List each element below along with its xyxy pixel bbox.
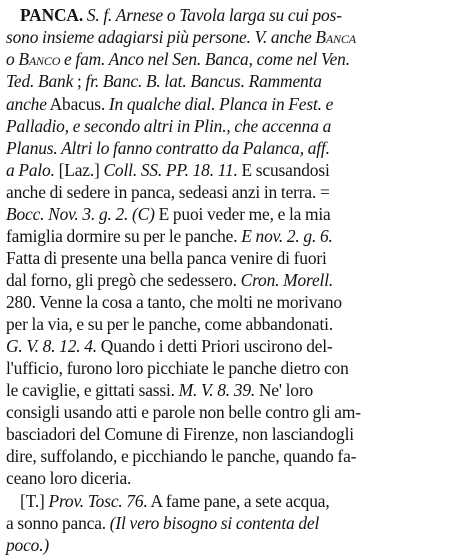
entry-text: Abacus. [46, 94, 109, 114]
entry-text: Ted. Bank [6, 71, 74, 91]
entry-text: Banco [18, 49, 61, 69]
entry-text: Ne' loro [255, 380, 314, 400]
entry-line [6, 444, 468, 468]
entry-text: poco.) [6, 535, 50, 555]
entry-line [6, 158, 468, 182]
entry-text: a Palo. [6, 160, 55, 180]
entry-text: S. f. Arnese o Tavola larga su cui pos- [83, 5, 342, 25]
entry-text: G. V. 8. 12. 4. [6, 336, 97, 356]
entry-text: E nov. 2. g. 6. [241, 226, 333, 246]
entry-text: M. V. 8. 39. [178, 380, 256, 400]
entry-line [6, 136, 468, 160]
entry-text: [Laz.] [54, 160, 104, 180]
entry-text: dal forno, gli pregò che sedessero. [6, 270, 241, 290]
entry-text: ; [73, 71, 86, 91]
entry-text: [T.] [20, 491, 49, 511]
entry-text: basciadori del Comune di Firenze, non lasciandogli [6, 424, 354, 444]
entry-text: per la via, e su per le panche, come abbandonati. [6, 314, 334, 334]
entry-text: anche di sedere in panca, sedeasi anzi in terra. = [6, 182, 330, 202]
entry-line [6, 466, 468, 490]
entry-text: Quando i detti Priori uscirono del- [97, 336, 333, 356]
entry-text: Prov. Tosc. 76. [48, 491, 148, 511]
entry-line [6, 511, 468, 535]
entry-text: (Il vero bisogno si contenta del [109, 513, 320, 533]
entry-line [6, 92, 468, 116]
entry-line [6, 533, 468, 557]
entry-line [6, 180, 468, 204]
entry-line [6, 69, 468, 93]
entry-line [6, 312, 468, 336]
entry-line [6, 224, 468, 248]
entry-line [6, 47, 468, 71]
entry-text: Cron. Morell. [240, 270, 334, 290]
entry-line [20, 489, 468, 513]
entry-line [6, 202, 468, 226]
entry-text: E puoi veder me, e la mia [154, 204, 331, 224]
entry-text: Coll. SS. PP. 18. 11. [103, 160, 238, 180]
entry-line [6, 422, 468, 446]
entry-line [6, 290, 468, 314]
entry-text: sono insieme adagiarsi più persone. V. anche [6, 27, 316, 47]
entry-text: Palladio, e secondo altri in Plin., che accenna a [6, 116, 332, 136]
entry-line [6, 268, 468, 292]
entry-text: In qualche dial. Planca in Fest. e [108, 94, 334, 114]
entry-line [6, 25, 468, 49]
entry-text: Banca [315, 27, 356, 47]
entry-text: ceano loro diceria. [6, 468, 132, 488]
dictionary-entry [6, 3, 468, 555]
entry-text: le caviglie, e gittati sassi. [6, 380, 179, 400]
entry-line [6, 378, 468, 402]
entry-text: famiglia dormire su per le panche. [6, 226, 242, 246]
entry-text: consigli usando atti e parole non belle contro gli am- [6, 402, 361, 422]
entry-text: Fatta di presente una bella panca venire di fuori [6, 248, 327, 268]
entry-text: fr. Banc. B. lat. Bancus. Rammenta [85, 71, 322, 91]
entry-text: e fam. Anco nel Sen. Banca, come nel Ven. [60, 49, 350, 69]
entry-line [6, 114, 468, 138]
entry-text: Planus. Altri lo fanno contratto da Palanca, aff. [6, 138, 330, 158]
entry-line [6, 356, 468, 380]
entry-line [20, 3, 468, 27]
entry-text: o [6, 49, 19, 69]
headword: PANCA. [20, 5, 84, 25]
entry-text: 280. Venne la cosa a tanto, che molti ne morivano [6, 292, 342, 312]
entry-text: A fame pane, a sete acqua, [147, 491, 330, 511]
entry-line [6, 246, 468, 270]
entry-text: Bocc. Nov. 3. g. 2. (C) [6, 204, 155, 224]
entry-line [6, 400, 468, 424]
entry-text: anche [6, 94, 47, 114]
entry-text: l'ufficio, furono loro picchiate le panche dietro con [6, 358, 349, 378]
entry-text: a sonno panca. [6, 513, 110, 533]
entry-text: dire, suffolando, e picchiando le panche, quando fa- [6, 446, 357, 466]
entry-line [6, 334, 468, 358]
entry-text: E scusandosi [237, 160, 330, 180]
